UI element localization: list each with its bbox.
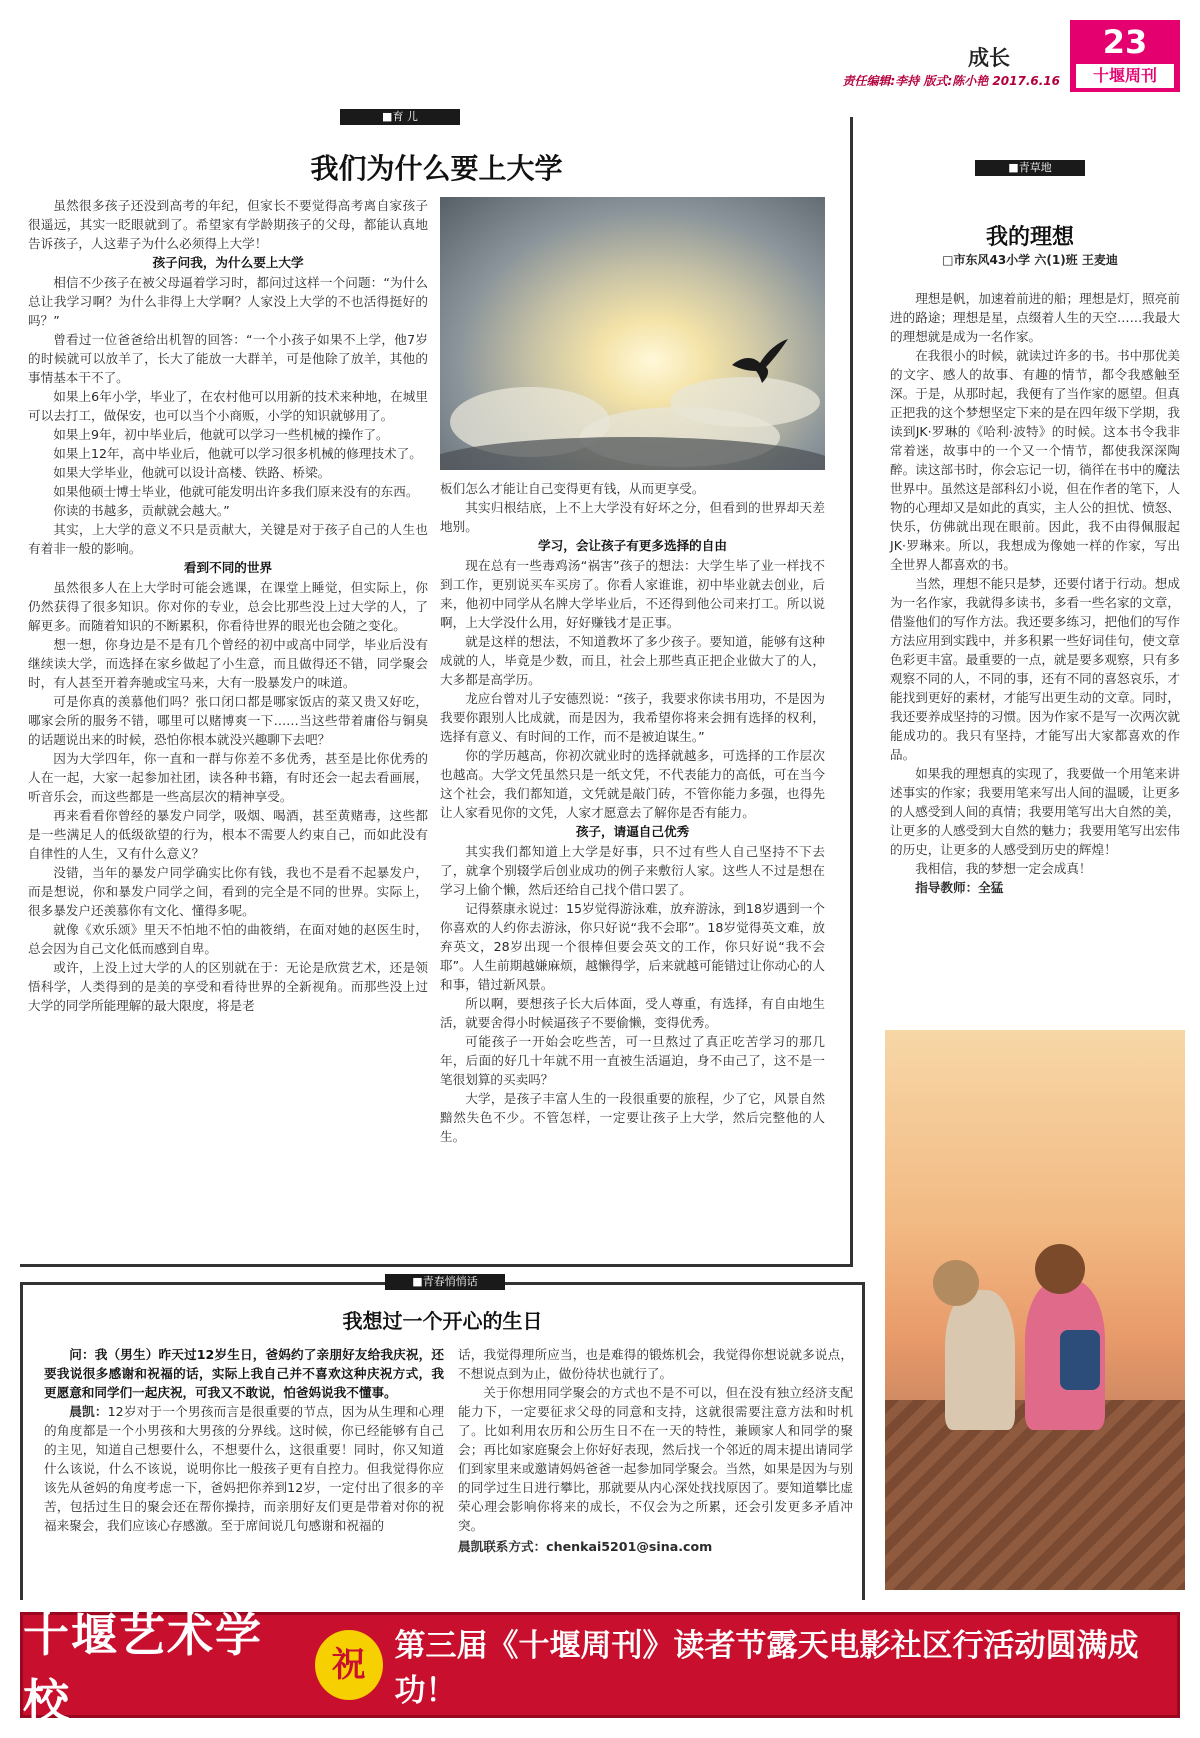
body-paragraph: 记得蔡康永说过：15岁觉得游泳难，放弃游泳，到18岁遇到一个你喜欢的人约你去游泳，你只好说“我不会耶”。18岁觉得英文难，放弃英文，28岁出现一个很棒但要会英文的工作，你只好说“我不会耶”。人生前期越嫌麻烦，越懒得学，后来就越可能错过让你动心的人和事，错过新风景。 <box>440 901 825 992</box>
body-paragraph: 就是这样的想法，不知道教坏了多少孩子。要知道，能够有这种成就的人，毕竟是少数，而且，社会上那些真正把企业做大了的人，大多都是高学历。 <box>440 634 825 687</box>
main-article-tag: ■育 儿 <box>340 109 460 125</box>
body-paragraph: 虽然很多人在上大学时可能会逃课，在课堂上睡觉，但实际上，你仍然获得了很多知识。你对你的专业，总会比那些没上过大学的人，了解更多。而随着知识的不断累积，你看待世界的眼光也会随之变化。 <box>28 580 428 633</box>
body-paragraph: 你的学历越高，你初次就业时的选择就越多，可选择的工作层次也越高。大学文凭虽然只是一纸文凭，不代表能力的高低，可在当今这个社会，我们都知道，文凭就是敲门砖，不管你能力多强，也得先让人家看见你的文凭，人家才愿意去了解你是否有能力。 <box>440 748 825 820</box>
body-paragraph: 我相信，我的梦想一定会成真！ <box>915 861 1092 876</box>
banner-congrats-mark: 祝 <box>315 1630 383 1700</box>
answer-label: 晨凯： <box>69 1404 108 1419</box>
body-paragraph: 其实，上大学的意义不只是贡献大，关键是对于孩子自己的人生也有着非一般的影响。 <box>28 522 428 556</box>
page-number: 23 <box>1102 23 1148 61</box>
body-paragraph: 当然，理想不能只是梦，还要付诸于行动。想成为一名作家，我就得多读书，多看一些名家的文章，借鉴他们的写作方法。我还要多练习，把他们的写作方法应用到实践中，并多积累一些好词佳句，使文章色彩更丰富。最重要的一点，就是要多观察，只有多观察不同的人，不同的事，还有不同的喜怒哀乐，才能找到更好的素材，才能写出更生动的文章。同时，我还要养成坚持的习惯。因为作家不是写一次两次就能成功的。我只有坚持，才能写出大家都喜欢的作品。 <box>890 576 1180 762</box>
page-badge <box>1070 20 1180 92</box>
banner-school-name: 十堰艺术学校 <box>23 1608 263 1728</box>
body-paragraph: 如果上12年，高中毕业后，他就可以学习很多机械的修理技术了。 <box>53 446 422 461</box>
main-article-column-2 <box>440 479 825 1146</box>
body-paragraph: 可是你真的羡慕他们吗？张口闭口都是哪家饭店的菜又贵又好吃，哪家会所的服务不错，哪里可以赌博爽一下……当这些带着庸俗与铜臭的话题说出来的时候，恐怕你根本就没兴趣聊下去吧？ <box>28 694 428 747</box>
body-paragraph: 大学，是孩子丰富人生的一段很重要的旅程，少了它，风景自然黯然失色不少。不管怎样，一定要让孩子上大学，然后完整他的人生。 <box>440 1091 825 1144</box>
main-article-column-1 <box>28 196 428 1015</box>
answer-paragraph-2: 话，我觉得理所应当，也是难得的锻炼机会，我觉得你想说就多说点，不想说点到为止，做份待状也就行了。 <box>458 1347 853 1381</box>
teacher-credit: 指导教师：全猛 <box>915 880 1004 895</box>
body-paragraph: 曾看过一位爸爸给出机智的回答：“一个小孩子如果不上学，他7岁的时候就可以放羊了，长大了能放一大群羊，可是他除了放羊，其他的事情基本干不了。 <box>28 332 428 385</box>
body-paragraph: 就像《欢乐颂》里天不怕地不怕的曲筱绡，在面对她的赵医生时，总会因为自己文化低而感到自卑。 <box>28 922 428 956</box>
body-paragraph: 板们怎么才能让自己变得更有钱，从而更享受。 <box>440 481 705 496</box>
body-paragraph: 其实归根结底，上不上大学没有好坏之分，但看到的世界却天差地别。 <box>440 500 825 534</box>
right-article-body <box>890 289 1180 897</box>
answer-paragraph-1: 晨凯：12岁对于一个男孩而言是很重要的节点，因为从生理和心理的角度都是一个小男孩和大男孩的分界线。这时候，你已经能够有自己的主见，知道自己想要什么，不想要什么，这很重要！同时，你又知道什么该说，什么不该说，说明你比一般孩子更有自控力。但我觉得你应该先从爸妈的角度考虑一下，爸妈把你养到12岁，一定付出了很多的辛苦，包括过生日的聚会还在帮你操持，而亲朋好友们更是带着对你的祝福来聚会，我们应该心存感激。至于席间说几句感谢和祝福的 <box>44 1404 445 1533</box>
reader-question: 问：我（男生）昨天过12岁生日，爸妈约了亲朋好友给我庆祝，还要我说很多感谢和祝福的话，实际上我自己并不喜欢这种庆祝方式，我更愿意和同学们一起庆祝，可我又不敢说，怕爸妈说我不懂事。 <box>44 1347 444 1400</box>
subheading: 学习，会让孩子有更多选择的自由 <box>538 538 727 553</box>
brand-label: 十堰周刊 <box>1076 64 1174 88</box>
body-paragraph: 如果他硕士博士毕业，他就可能发明出许多我们原来没有的东西。 <box>53 484 419 499</box>
body-paragraph: 再来看看你曾经的暴发户同学，吸烟、喝酒，甚至黄赌毒，这些都是一些满足人的低级欲望的行为，根本不需要人约束自己，而如此没有自律性的人生，又有什么意义？ <box>28 808 428 861</box>
body-paragraph: 如果大学毕业，他就可以设计高楼、铁路、桥梁。 <box>53 465 331 480</box>
body-paragraph: 没错，当年的暴发户同学确实比你有钱，我也不是看不起暴发户，而是想说，你和暴发户同学之间，看到的完全是不同的世界。实际上，很多暴发户还羡慕你有文化、懂得多呢。 <box>28 865 428 918</box>
body-paragraph: 可能孩子一开始会吃些苦，可一旦熬过了真正吃苦学习的那几年，后面的好几十年就不用一直被生活逼迫，身不由己了，这不是一笔很划算的买卖吗？ <box>440 1034 825 1087</box>
sky-eagle-photo <box>440 197 825 470</box>
body-paragraph: 其实我们都知道上大学是好事，只不过有些人自己坚持不下去了，就拿个别辍学后创业成功的例子来敷衍人家。这些人不过是想在学习上偷个懒，然后还给自己找个借口罢了。 <box>440 844 825 897</box>
advertisement-banner <box>20 1608 1180 1728</box>
answer-paragraph-3: 关于你想用同学聚会的方式也不是不可以，但在没有独立经济支配能力下，一定要征求父母的同意和支持，这就很需要注意方法和时机了。比如利用农历和公历生日不在一天的特性，兼顾家人和同学的聚会；再比如家庭聚会上你好好表现，然后找一个邻近的周末提出请同学们到家里来或邀请妈妈爸爸一起参加同学聚会。当然，如果是因为与别的同学过生日进行攀比，那就要从内心深处找找原因了。要知道攀比虚荣心理会影响你将来的成长，不仅会为之所累，还会引发更多矛盾冲突。 <box>458 1385 853 1533</box>
body-paragraph: 所以啊，要想孩子长大后体面，受人尊重，有选择，有自由地生活，就要舍得小时候逼孩子不要偷懒，变得优秀。 <box>440 996 825 1030</box>
body-paragraph: 因为大学四年，你一直和一群与你差不多优秀，甚至是比你优秀的人在一起，大家一起参加社团，读各种书籍，有时还会一起去看画展，听音乐会，而这些都是一些高层次的精神享受。 <box>28 751 428 804</box>
body-paragraph: 龙应台曾对儿子安德烈说：“孩子，我要求你读书用功，不是因为我要你跟别人比成就，而是因为，我希望你将来会拥有选择的权利，选择有意义、有时间的工作，而不是被迫谋生。” <box>440 691 825 744</box>
right-article-tag: ■青草地 <box>975 160 1085 176</box>
body-paragraph: 虽然很多孩子还没到高考的年纪，但家长不要觉得高考离自家孩子很遥远，其实一眨眼就到了。希望家有学龄期孩子的父母，都能认真地告诉孩子，人这辈子为什么必须得上大学！ <box>28 198 428 251</box>
advisor-contact: 晨凯联系方式：chenkai5201@sina.com <box>458 1539 713 1554</box>
section-title: 成长 <box>968 45 1010 70</box>
children-on-roof-photo <box>885 1030 1185 1590</box>
body-paragraph: 你读的书越多，贡献就会越大。” <box>53 503 230 518</box>
editor-credits: 责任编辑:李持 版式:陈小艳 2017.6.16 <box>842 74 1060 88</box>
body-paragraph: 现在总有一些毒鸡汤“祸害”孩子的想法：大学生毕了业一样找不到工作，更别说买车买房了。你看人家谁谁，初中毕业就去创业，后来，他初中同学从名牌大学毕业后，不还得到他公司来打工。所以说啊，上大学没什么用，好好赚钱才是正事。 <box>440 558 825 630</box>
body-paragraph: 想一想，你身边是不是有几个曾经的初中或高中同学，毕业后没有继续读大学，而选择在家乡做起了小生意，而且做得还不错，同学聚会时，有人甚至开着奔驰或宝马来，大有一股暴发户的味道。 <box>28 637 428 690</box>
eagle-icon <box>730 337 790 387</box>
banner-slogan: 第三届《十堰周刊》读者节露天电影社区行活动圆满成功！ <box>394 1628 1139 1709</box>
bottom-article-tag: ■青春悄悄话 <box>385 1274 505 1290</box>
main-article-title: 我们为什么要上大学 <box>310 152 563 185</box>
body-paragraph: 如果我的理想真的实现了，我要做一个用笔来讲述事实的作家；我要用笔来写出人间的温暖，让更多的人感受到人间的真情；我要用笔写出大自然的美，让更多的人感受到大自然的魅力；我要用笔写出宏伟的历史，让更多的人感受到历史的辉煌！ <box>890 766 1180 857</box>
right-article-title: 我的理想 <box>985 224 1074 250</box>
body-paragraph: 如果上9年，初中毕业后，他就可以学习一些机械的操作了。 <box>53 427 389 442</box>
bottom-article-column-1 <box>44 1345 444 1535</box>
subheading: 孩子，请逼自己优秀 <box>575 824 690 839</box>
body-paragraph: 或许，上没上过大学的人的区别就在于：无论是欣赏艺术，还是领悟科学，人类得到的是美的享受和看待世界的全新视角。而那些没上过大学的同学所能理解的最大限度，将是老 <box>28 960 428 1013</box>
body-paragraph: 相信不少孩子在被父母逼着学习时，都问过这样一个问题：“为什么总让我学习啊？为什么非得上大学啊？人家没上大学的不也活得挺好的吗？” <box>28 275 428 328</box>
bottom-article-column-2 <box>458 1345 853 1556</box>
body-paragraph: 如果上6年小学，毕业了，在农村他可以用新的技术来种地，在城里可以去打工，做保安，也可以当个小商贩，小学的知识就够用了。 <box>28 389 428 423</box>
subheading: 孩子问我，为什么要上大学 <box>152 255 304 270</box>
bottom-article-title: 我想过一个开心的生日 <box>342 1309 543 1333</box>
subheading: 看到不同的世界 <box>183 560 273 575</box>
body-paragraph: 在我很小的时候，就读过许多的书。书中那优美的文字、感人的故事、有趣的情节，都令我感触至深。于是，从那时起，我便有了当作家的愿望。但真正把我的这个梦想坚定下来的是在四年级下学期，我读到JK·罗琳的《哈利·波特》的时候。这本书令我非常着迷，故事中的一个又一个情节，都使我深深陶醉。读这部书时，你会忘记一切，徜徉在书中的魔法世界中。虽然这是部科幻小说，但在作者的笔下，人物的心理却又是如此的真实，主人公的担忧、愤怒、快乐，仿佛就出现在眼前。因此，我不由得佩服起JK·罗琳来。所以，我想成为像她一样的作家，写出全世界人都喜欢的书。 <box>890 348 1180 572</box>
body-paragraph: 理想是帆，加速着前进的船；理想是灯，照亮前进的路途；理想是星，点缀着人生的天空……我最大的理想就是成为一名作家。 <box>890 291 1180 344</box>
right-article-byline: □市东风43小学 六(1)班 王麦迪 <box>942 253 1118 267</box>
